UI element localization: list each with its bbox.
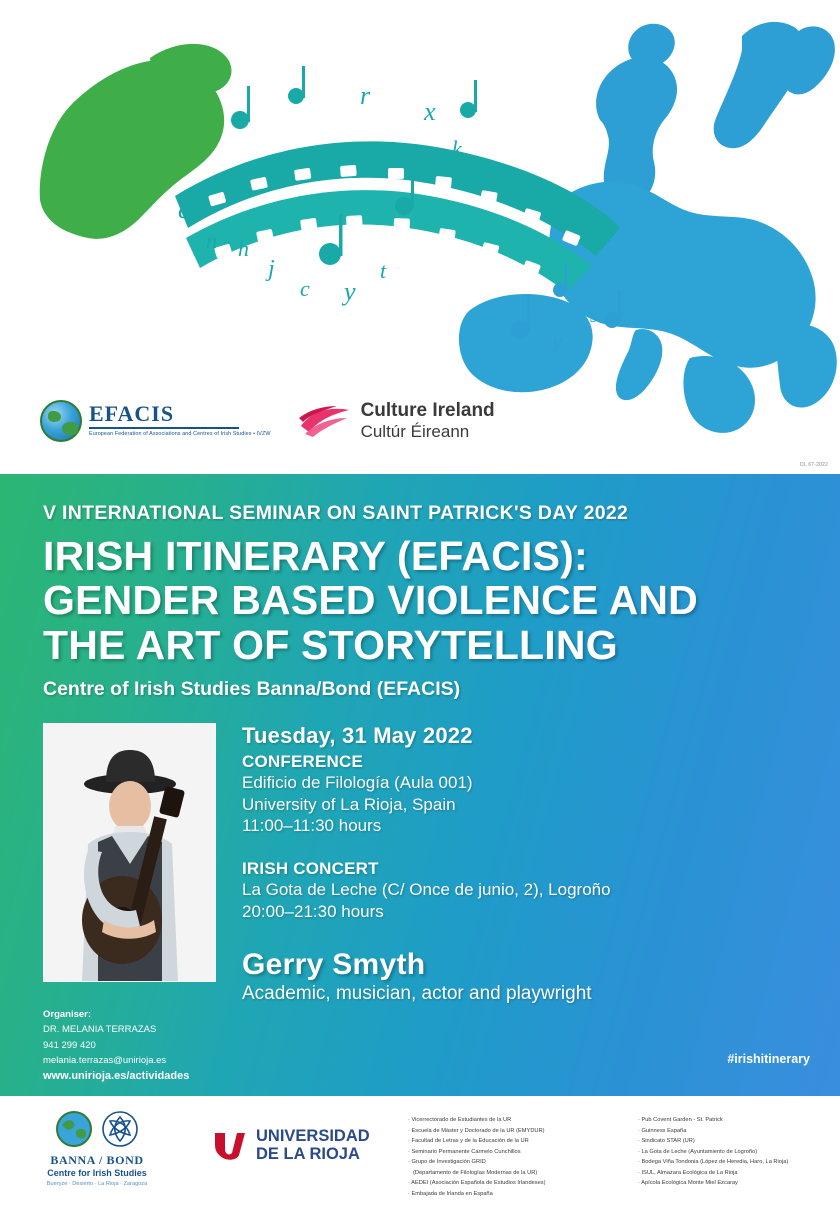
culture-ireland-logo bbox=[299, 400, 495, 441]
sponsor-item: · La Gota de Leche (Ayuntamiento de Logroño) bbox=[638, 1148, 758, 1155]
svg-text:u: u bbox=[520, 310, 532, 336]
efacis-name: EFACIS bbox=[89, 401, 175, 427]
speaker-portrait-icon bbox=[44, 724, 216, 982]
event-heading: CONFERENCE bbox=[242, 751, 364, 771]
event-heading: IRISH CONCERT bbox=[242, 859, 379, 879]
footer bbox=[0, 1096, 840, 1209]
svg-text:c: c bbox=[300, 276, 310, 301]
event-line: Edificio de Filología (Aula 001) bbox=[242, 772, 473, 792]
triquetra-icon bbox=[100, 1109, 140, 1149]
sponsor-item: · AEDEI (Asociación Española de Estudios Irlandeses) bbox=[408, 1180, 546, 1187]
efacis-subtitle: European Federation of Associations and Centres of Irish Studies • IVZW bbox=[89, 431, 271, 438]
university-line2: DE LA RIOJA bbox=[256, 1144, 360, 1163]
organiser-email[interactable]: melania.terrazas@unirioja.es bbox=[43, 1055, 167, 1067]
speaker-role: Academic, musician, actor and playwright bbox=[242, 982, 592, 1004]
organiser-name: DR. MELANIA TERRAZAS bbox=[43, 1024, 157, 1036]
event-line: 20:00–21:30 hours bbox=[242, 901, 384, 921]
centre-subtitle: Centre of Irish Studies Banna/Bond (EFACIS) bbox=[43, 677, 461, 700]
banna-bond-sub: Centre for Irish Studies bbox=[47, 1168, 147, 1178]
seminar-line: V INTERNATIONAL SEMINAR ON SAINT PATRICK'S DAY 2022 bbox=[43, 502, 629, 524]
banna-bond-sub2: Bueryze · Desierto · La Rioja · Zaragoza bbox=[46, 1181, 148, 1188]
svg-text:n: n bbox=[206, 228, 217, 253]
sponsor-item: · Facultad de Letras y de la Educación de la UR bbox=[408, 1138, 529, 1145]
main-content bbox=[0, 474, 840, 1096]
svg-text:t: t bbox=[380, 258, 387, 283]
hashtag: #irishitinerary bbox=[727, 1052, 810, 1066]
event-line: La Gota de Leche (C/ Once de junio, 2), Logroño bbox=[242, 880, 611, 900]
svg-text:r: r bbox=[360, 81, 371, 110]
title-line-2: GENDER BASED VIOLENCE AND bbox=[43, 577, 698, 624]
banna-bond-name: BANNA / BOND bbox=[50, 1153, 144, 1167]
svg-text:s: s bbox=[590, 305, 598, 327]
university-logo bbox=[213, 1128, 370, 1164]
speaker-name: Gerry Smyth bbox=[242, 947, 426, 981]
banna-bond-logo bbox=[38, 1109, 156, 1187]
culture-ireland-line2: Cultúr Éireann bbox=[360, 422, 470, 442]
globe-icon bbox=[54, 1109, 94, 1149]
deposit-code: DL 67-2022 bbox=[800, 462, 828, 468]
svg-text:y: y bbox=[344, 277, 356, 306]
event-details bbox=[242, 723, 611, 1005]
sponsor-item: · Escuela de Máster y Doctorado de la UR (EMYDUR) bbox=[408, 1127, 545, 1134]
culture-ireland-swoosh-icon bbox=[299, 404, 351, 438]
ur-monogram-icon bbox=[213, 1131, 247, 1161]
sponsor-item: · Seminario Permanente Carmelo Cunchillos bbox=[408, 1148, 521, 1155]
svg-text:y: y bbox=[552, 328, 562, 353]
sponsor-item: · Sindicato STAR (UR) bbox=[638, 1138, 695, 1145]
divider bbox=[89, 427, 239, 429]
header-illustration bbox=[0, 0, 840, 474]
svg-text:x: x bbox=[424, 97, 436, 126]
sponsor-item: · ISUL, Almazara Ecológica de La Rioja bbox=[638, 1169, 738, 1176]
organiser-phone: 941 299 420 bbox=[43, 1039, 96, 1051]
sponsor-item: · Embajada de Irlanda en España bbox=[408, 1190, 493, 1197]
event-conference bbox=[242, 752, 611, 837]
sponsor-item: · Apícola Ecológica Monte Miel Ezcaray bbox=[638, 1180, 738, 1187]
speaker-photo bbox=[43, 723, 216, 982]
sponsors-column-1 bbox=[408, 1115, 638, 1199]
sponsors-column-2 bbox=[638, 1115, 840, 1189]
svg-text:j: j bbox=[268, 256, 275, 282]
sponsor-item: · Pub Covent Garden - St. Patrick bbox=[638, 1117, 723, 1123]
sponsor-item: · Vicerrectorado de Estudiantes de la UR bbox=[408, 1117, 512, 1123]
sponsor-item-detail: (Departamento de Filologías Modernas de la UR) bbox=[413, 1169, 538, 1176]
sponsor-item: · Grupo de Investigación GRID bbox=[408, 1159, 486, 1166]
university-line1: UNIVERSIDAD bbox=[256, 1127, 370, 1145]
culture-ireland-line1: Culture Ireland bbox=[360, 400, 495, 422]
svg-text:e: e bbox=[178, 195, 190, 224]
sponsor-item: · Guinness España bbox=[638, 1127, 687, 1134]
title-line-3: THE ART OF STORYTELLING bbox=[43, 621, 618, 668]
efacis-logo bbox=[40, 400, 271, 442]
globe-icon bbox=[40, 400, 82, 442]
organiser-label: Organiser: bbox=[43, 1009, 92, 1020]
sponsor-item: · Bodega Viña Tondonia (López de Heredia, Haro, La Rioja) bbox=[638, 1159, 789, 1166]
website-link[interactable]: www.unirioja.es/actividades bbox=[43, 1070, 190, 1082]
event-line: 11:00–11:30 hours bbox=[242, 816, 382, 836]
spacer bbox=[242, 837, 611, 856]
event-line: University of La Rioja, Spain bbox=[242, 794, 456, 814]
event-date: Tuesday, 31 May 2022 bbox=[242, 722, 473, 748]
svg-text:h: h bbox=[238, 236, 249, 261]
title-line-1: IRISH ITINERARY (EFACIS): bbox=[43, 533, 588, 579]
organiser-block bbox=[43, 1007, 166, 1069]
svg-text:k: k bbox=[452, 136, 462, 161]
event-concert bbox=[242, 859, 611, 923]
partner-logos bbox=[40, 400, 495, 442]
